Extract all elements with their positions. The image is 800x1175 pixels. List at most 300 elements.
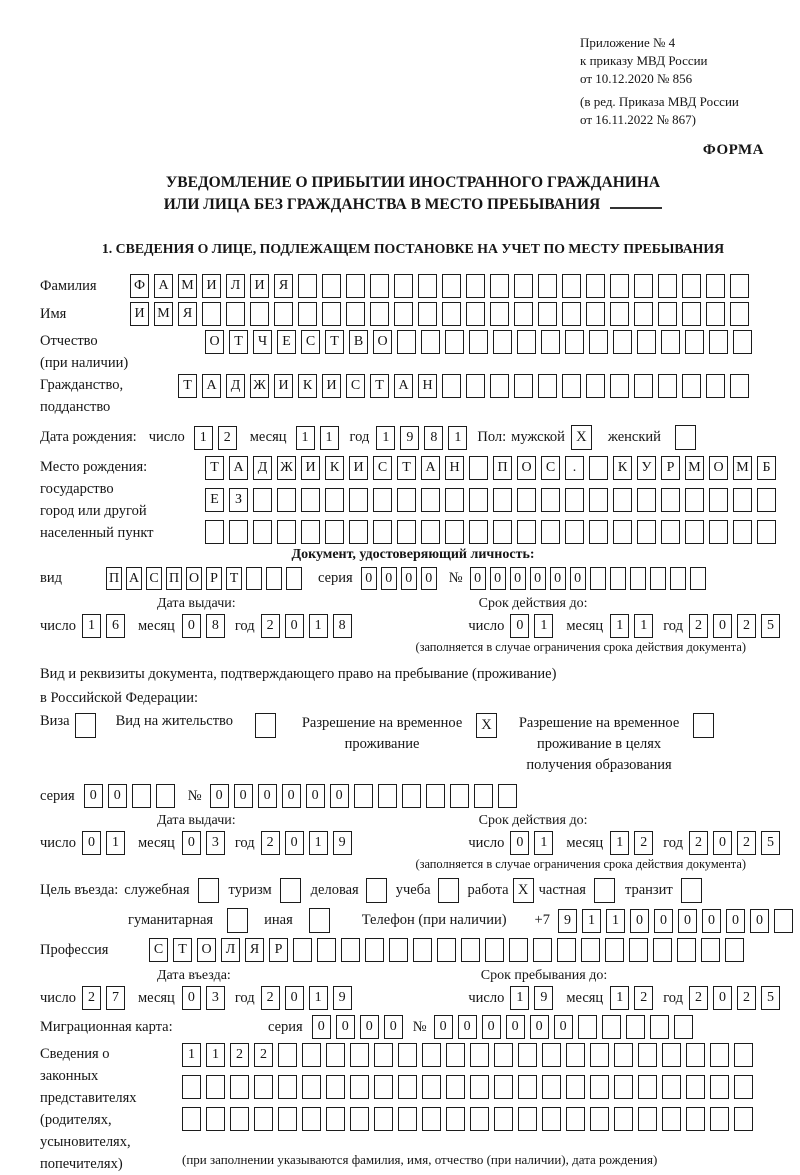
doc-kind-boxes xyxy=(106,567,302,590)
char-cell xyxy=(733,520,752,544)
phone-prefix: +7 xyxy=(534,912,550,928)
title-line-2: ИЛИ ЛИЦА БЕЗ ГРАЖДАНСТВА В МЕСТО ПРЕБЫВАНИЯ xyxy=(163,196,601,213)
char-cell: 0 xyxy=(210,784,229,808)
char-cell xyxy=(658,302,677,326)
char-cell: О xyxy=(186,567,202,590)
char-cell xyxy=(442,374,461,398)
char-cell xyxy=(661,330,680,354)
char-cell: Ж xyxy=(250,374,269,398)
char-cell: С xyxy=(346,374,365,398)
char-cell xyxy=(685,488,704,512)
char-cell: 0 xyxy=(312,1015,331,1039)
char-cell xyxy=(346,302,365,326)
residence-doc-label-1: Вид и реквизиты документа, подтверждающего право на пребывание (проживание) xyxy=(40,666,557,682)
char-cell: У xyxy=(637,456,656,480)
char-cell: 8 xyxy=(424,426,443,450)
char-cell: 1 xyxy=(309,831,328,855)
phone-label: Телефон (при наличии) xyxy=(361,912,507,928)
patronymic-note: (при наличии) xyxy=(40,355,129,371)
char-cell xyxy=(709,520,728,544)
char-cell xyxy=(590,1043,609,1067)
char-cell xyxy=(346,274,365,298)
entry-dates-row xyxy=(40,986,780,1010)
doc-issue-day-boxes xyxy=(82,614,125,638)
title-line-1: УВЕДОМЛЕНИЕ О ПРИБЫТИИ ИНОСТРАННОГО ГРАЖДАНИНА xyxy=(165,174,661,191)
char-cell xyxy=(421,488,440,512)
char-cell xyxy=(662,1107,681,1131)
char-cell: 5 xyxy=(761,614,780,638)
purpose-tourism-checkbox xyxy=(280,878,301,903)
char-cell xyxy=(490,374,509,398)
char-cell xyxy=(629,938,648,962)
char-cell xyxy=(614,1107,633,1131)
char-cell: 0 xyxy=(258,784,277,808)
char-cell: 9 xyxy=(400,426,419,450)
char-cell xyxy=(398,1075,417,1099)
year-label: год xyxy=(663,989,683,1006)
patronymic-boxes xyxy=(205,330,752,354)
doc-number-boxes xyxy=(470,567,706,590)
char-cell xyxy=(350,1107,369,1131)
char-cell xyxy=(370,274,389,298)
char-cell xyxy=(298,274,317,298)
char-cell xyxy=(253,520,272,544)
char-cell xyxy=(565,488,584,512)
char-cell: 2 xyxy=(737,986,756,1010)
char-cell xyxy=(469,330,488,354)
char-cell xyxy=(274,302,293,326)
char-cell xyxy=(445,330,464,354)
appendix-line: Приложение № 4 xyxy=(580,35,676,50)
char-cell: 0 xyxy=(510,567,526,590)
char-cell xyxy=(581,938,600,962)
char-cell xyxy=(682,274,701,298)
temp-residence-label-1: Разрешение на временное xyxy=(301,715,463,731)
char-cell: Ф xyxy=(130,274,149,298)
series-label: серия xyxy=(40,787,75,804)
char-cell xyxy=(610,302,629,326)
birth-place-boxes-1 xyxy=(205,456,776,480)
char-cell xyxy=(677,938,696,962)
char-cell: И xyxy=(130,302,149,326)
char-cell: 1 xyxy=(534,614,553,638)
series-label: серия xyxy=(318,570,353,586)
char-cell xyxy=(725,938,744,962)
char-cell xyxy=(626,1015,645,1039)
char-cell: В xyxy=(349,330,368,354)
char-cell: 0 xyxy=(182,986,201,1010)
char-cell xyxy=(538,302,557,326)
year-label: год xyxy=(234,617,255,634)
doc-series-boxes xyxy=(361,567,437,590)
char-cell xyxy=(566,1043,585,1067)
char-cell xyxy=(494,1043,513,1067)
char-cell xyxy=(442,274,461,298)
char-cell xyxy=(373,488,392,512)
char-cell: 0 xyxy=(381,567,397,590)
res-issue-year-boxes xyxy=(261,831,352,855)
char-cell xyxy=(658,274,677,298)
doc-kind-label: вид xyxy=(40,570,62,586)
char-cell xyxy=(706,274,725,298)
purpose-private-label: частная xyxy=(538,882,586,898)
char-cell xyxy=(349,488,368,512)
char-cell: 0 xyxy=(361,567,377,590)
char-cell xyxy=(326,1043,345,1067)
char-cell xyxy=(634,302,653,326)
char-cell xyxy=(538,274,557,298)
temp-edu-label-1: Разрешение на временное xyxy=(518,715,680,731)
char-cell: 0 xyxy=(482,1015,501,1039)
res-series-row xyxy=(40,784,786,808)
rep-label-3: представителях xyxy=(40,1090,137,1106)
char-cell xyxy=(322,274,341,298)
char-cell xyxy=(590,1107,609,1131)
stay-year-boxes xyxy=(689,986,780,1010)
char-cell xyxy=(278,1107,297,1131)
char-cell xyxy=(302,1075,321,1099)
char-cell xyxy=(445,520,464,544)
char-cell: 1 xyxy=(510,986,529,1010)
char-cell xyxy=(470,1075,489,1099)
char-cell xyxy=(426,784,445,808)
char-cell: 1 xyxy=(610,831,629,855)
citizenship-boxes xyxy=(178,374,749,398)
char-cell xyxy=(421,520,440,544)
char-cell: 0 xyxy=(306,784,325,808)
char-cell xyxy=(685,330,704,354)
rep-label-5: усыновителях, xyxy=(40,1134,131,1150)
char-cell: 2 xyxy=(737,831,756,855)
rep-label-4: (родителях, xyxy=(40,1112,112,1128)
char-cell: 1 xyxy=(610,986,629,1010)
char-cell: С xyxy=(146,567,162,590)
purpose-official-checkbox xyxy=(198,878,219,903)
day-label: число xyxy=(148,429,185,445)
char-cell: Р xyxy=(661,456,680,480)
char-cell xyxy=(650,567,666,590)
char-cell: 2 xyxy=(82,986,101,1010)
forma-label: ФОРМА xyxy=(702,142,764,158)
blank-line xyxy=(610,195,662,209)
char-cell xyxy=(182,1107,201,1131)
char-cell: 0 xyxy=(726,909,745,933)
female-label: женский xyxy=(607,429,661,445)
char-cell xyxy=(541,520,560,544)
char-cell xyxy=(398,1107,417,1131)
name-label: Имя xyxy=(40,305,67,322)
res-valid-year-boxes xyxy=(689,831,780,855)
rep-label-2: законных xyxy=(40,1068,99,1084)
char-cell: 5 xyxy=(761,986,780,1010)
char-cell xyxy=(566,1075,585,1099)
char-cell xyxy=(566,1107,585,1131)
purpose-business-checkbox xyxy=(366,878,387,903)
citizenship-label: Гражданство, xyxy=(40,377,124,393)
char-cell xyxy=(490,302,509,326)
purpose-work-label: работа xyxy=(467,882,509,898)
char-cell xyxy=(586,302,605,326)
char-cell: П xyxy=(493,456,512,480)
char-cell: Т xyxy=(226,567,242,590)
char-cell xyxy=(474,784,493,808)
char-cell xyxy=(509,938,528,962)
res-series-boxes xyxy=(84,784,175,808)
char-cell xyxy=(670,567,686,590)
char-cell xyxy=(578,1015,597,1039)
valid-until-label: Срок действия до: xyxy=(478,596,588,611)
purpose-row-2 xyxy=(40,908,786,933)
char-cell xyxy=(397,488,416,512)
char-cell xyxy=(586,274,605,298)
char-cell xyxy=(662,1075,681,1099)
char-cell: 2 xyxy=(689,986,708,1010)
char-cell xyxy=(422,1075,441,1099)
section1-heading: 1. СВЕДЕНИЯ О ЛИЦЕ, ПОДЛЕЖАЩЕМ ПОСТАНОВКЕ НА УЧЕТ ПО МЕСТУ ПРЕБЫВАНИЯ xyxy=(101,241,725,256)
birth-place-city-label: город или другой xyxy=(40,503,147,519)
char-cell: 9 xyxy=(333,986,352,1010)
char-cell: 0 xyxy=(285,614,304,638)
char-cell: О xyxy=(709,456,728,480)
phone-boxes xyxy=(558,909,793,933)
char-cell xyxy=(542,1043,561,1067)
char-cell: 0 xyxy=(360,1015,379,1039)
char-cell: Я xyxy=(274,274,293,298)
char-cell xyxy=(610,374,629,398)
res-number-boxes xyxy=(210,784,517,808)
char-cell xyxy=(446,1043,465,1067)
char-cell: Л xyxy=(226,274,245,298)
birth-date-label: Дата рождения: xyxy=(40,429,137,445)
char-cell: 7 xyxy=(106,986,125,1010)
char-cell xyxy=(466,374,485,398)
char-cell xyxy=(710,1043,729,1067)
char-cell xyxy=(614,1043,633,1067)
char-cell xyxy=(514,374,533,398)
char-cell: С xyxy=(149,938,168,962)
char-cell: М xyxy=(154,302,173,326)
char-cell: 1 xyxy=(309,986,328,1010)
char-cell xyxy=(494,1107,513,1131)
char-cell xyxy=(605,938,624,962)
appendix-line: от 16.11.2022 № 867) xyxy=(580,112,697,127)
temp-edu-label-3: получения образования xyxy=(526,757,672,773)
char-cell: 0 xyxy=(713,831,732,855)
male-label: мужской xyxy=(511,429,565,445)
char-cell xyxy=(638,1107,657,1131)
char-cell: 0 xyxy=(234,784,253,808)
stay-month-boxes xyxy=(610,986,653,1010)
char-cell xyxy=(421,330,440,354)
char-cell: Т xyxy=(397,456,416,480)
char-cell: 0 xyxy=(434,1015,453,1039)
rep-label-1: Сведения о xyxy=(40,1046,110,1062)
char-cell: 0 xyxy=(510,614,529,638)
year-label: год xyxy=(663,834,683,851)
char-cell: 0 xyxy=(401,567,417,590)
char-cell: 1 xyxy=(606,909,625,933)
char-cell xyxy=(325,520,344,544)
char-cell: 1 xyxy=(206,1043,225,1067)
entry-date-headings xyxy=(40,968,786,984)
day-label: число xyxy=(468,834,505,851)
month-label: месяц xyxy=(566,989,604,1006)
char-cell xyxy=(450,784,469,808)
char-cell xyxy=(542,1075,561,1099)
char-cell xyxy=(350,1075,369,1099)
char-cell xyxy=(638,1075,657,1099)
char-cell xyxy=(590,1075,609,1099)
doc-kind-row xyxy=(40,567,786,590)
char-cell xyxy=(637,520,656,544)
char-cell: С xyxy=(373,456,392,480)
char-cell xyxy=(586,374,605,398)
residence-doc-options xyxy=(40,713,786,776)
mig-series-boxes xyxy=(312,1015,403,1039)
char-cell: П xyxy=(106,567,122,590)
char-cell: Т xyxy=(205,456,224,480)
char-cell xyxy=(266,567,282,590)
char-cell: 0 xyxy=(336,1015,355,1039)
char-cell: 1 xyxy=(610,614,629,638)
char-cell: 6 xyxy=(106,614,125,638)
char-cell: О xyxy=(205,330,224,354)
temp-residence-checkbox: X xyxy=(476,713,497,738)
char-cell xyxy=(589,488,608,512)
char-cell: 8 xyxy=(206,614,225,638)
res-date-headings xyxy=(40,813,786,829)
char-cell xyxy=(562,274,581,298)
char-cell: Е xyxy=(205,488,224,512)
char-cell: 1 xyxy=(320,426,339,450)
char-cell xyxy=(277,488,296,512)
char-cell xyxy=(374,1043,393,1067)
char-cell xyxy=(374,1107,393,1131)
char-cell: 2 xyxy=(261,831,280,855)
month-label: месяц xyxy=(137,834,175,851)
char-cell: 8 xyxy=(333,614,352,638)
char-cell xyxy=(590,567,606,590)
char-cell: И xyxy=(301,456,320,480)
name-row xyxy=(40,302,786,326)
char-cell xyxy=(326,1107,345,1131)
citizenship-row xyxy=(40,374,786,418)
valid-until-label: Срок действия до: xyxy=(478,813,588,828)
purpose-official-label: служебная xyxy=(124,882,190,898)
char-cell: Д xyxy=(253,456,272,480)
char-cell: 0 xyxy=(570,567,586,590)
char-cell: 2 xyxy=(689,614,708,638)
char-cell xyxy=(610,567,626,590)
char-cell xyxy=(418,274,437,298)
year-label: год xyxy=(234,989,255,1006)
surname-boxes xyxy=(130,274,749,298)
doc-issue-month-boxes xyxy=(182,614,225,638)
char-cell xyxy=(734,1107,753,1131)
char-cell xyxy=(589,520,608,544)
char-cell: О xyxy=(197,938,216,962)
char-cell: 0 xyxy=(182,831,201,855)
char-cell: Я xyxy=(245,938,264,962)
char-cell xyxy=(614,1075,633,1099)
char-cell: 0 xyxy=(702,909,721,933)
profession-label: Профессия xyxy=(40,941,109,958)
char-cell: Т xyxy=(370,374,389,398)
purpose-other-checkbox xyxy=(309,908,330,933)
char-cell xyxy=(229,520,248,544)
char-cell: О xyxy=(373,330,392,354)
char-cell xyxy=(206,1107,225,1131)
year-label: год xyxy=(349,429,370,445)
month-label: месяц xyxy=(137,989,175,1006)
char-cell: 0 xyxy=(554,1015,573,1039)
residence-permit-label: Вид на жительство xyxy=(115,713,234,729)
number-label: № xyxy=(412,1018,427,1035)
char-cell xyxy=(205,520,224,544)
char-cell: 0 xyxy=(678,909,697,933)
char-cell xyxy=(734,1043,753,1067)
char-cell xyxy=(602,1015,621,1039)
birth-place-state-label: государство xyxy=(40,481,114,497)
char-cell: 0 xyxy=(530,1015,549,1039)
char-cell xyxy=(226,302,245,326)
char-cell: 0 xyxy=(330,784,349,808)
stay-day-boxes xyxy=(510,986,553,1010)
series-label: серия xyxy=(268,1018,303,1035)
char-cell xyxy=(514,302,533,326)
char-cell xyxy=(498,784,517,808)
char-cell xyxy=(370,302,389,326)
month-label: месяц xyxy=(137,617,175,634)
char-cell xyxy=(686,1107,705,1131)
doc-dates-row xyxy=(40,614,780,638)
char-cell xyxy=(518,1107,537,1131)
validity-note: (заполняется в случае ограничения срока действия документа) xyxy=(415,857,746,871)
char-cell: 2 xyxy=(261,614,280,638)
char-cell xyxy=(733,330,752,354)
char-cell: Н xyxy=(445,456,464,480)
month-label: месяц xyxy=(566,617,604,634)
char-cell xyxy=(661,488,680,512)
char-cell: 9 xyxy=(558,909,577,933)
char-cell: 1 xyxy=(194,426,213,450)
char-cell xyxy=(517,330,536,354)
char-cell xyxy=(734,1075,753,1099)
stay-until-label: Срок пребывания до: xyxy=(480,968,608,983)
char-cell: И xyxy=(349,456,368,480)
char-cell: 0 xyxy=(510,831,529,855)
rep-note: (при заполнении указываются фамилия, имя, отчество (при наличии), дата рождения) xyxy=(182,1152,658,1167)
char-cell: Д xyxy=(226,374,245,398)
char-cell xyxy=(389,938,408,962)
char-cell xyxy=(493,520,512,544)
temp-residence-label-2: проживание xyxy=(344,736,420,752)
char-cell: 0 xyxy=(108,784,127,808)
purpose-study-label: учеба xyxy=(395,882,431,898)
doc-date-headings xyxy=(40,596,786,612)
temp-edu-checkbox xyxy=(693,713,714,738)
char-cell: 0 xyxy=(713,614,732,638)
char-cell xyxy=(517,520,536,544)
char-cell xyxy=(538,374,557,398)
char-cell xyxy=(518,1043,537,1067)
char-cell: 0 xyxy=(654,909,673,933)
char-cell xyxy=(132,784,151,808)
issue-date-label: Дата выдачи: xyxy=(157,596,236,611)
char-cell xyxy=(250,302,269,326)
char-cell xyxy=(690,567,706,590)
char-cell: С xyxy=(541,456,560,480)
